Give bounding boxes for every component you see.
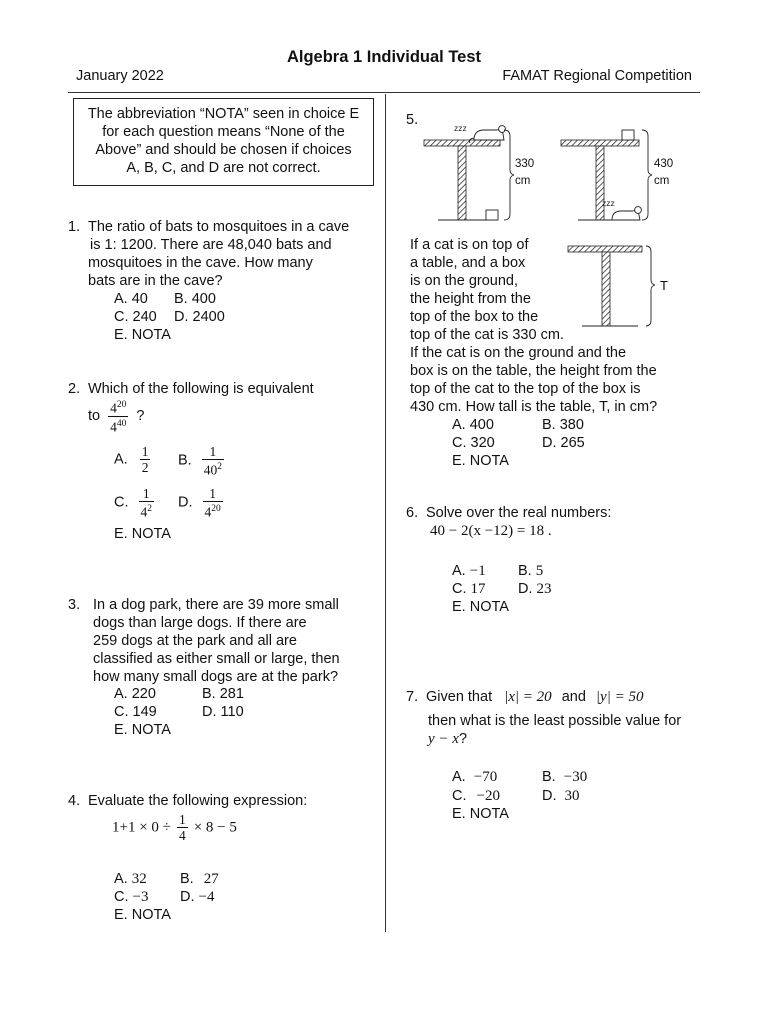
choice-a[interactable]: A. 220 [114, 686, 156, 702]
expression: y − x [428, 731, 459, 747]
choice-b[interactable] [518, 562, 543, 580]
choice-b[interactable]: B. 400 [174, 291, 216, 307]
choice-value: 5 [535, 563, 544, 579]
fraction-1-over-4 [177, 812, 188, 843]
text-line: The ratio of bats to mosquitoes in a cave [88, 219, 350, 235]
equation: 40 − 2(x −12) = 18 . [430, 523, 552, 539]
sleep-zzz-text: zzz [454, 123, 467, 133]
column-divider [385, 94, 386, 932]
text-line: box is on the table, the height from the [410, 363, 657, 379]
question-text: then what is the least possible value for [428, 713, 682, 729]
nota-line: for each question means “None of the [102, 124, 345, 140]
header-rule [68, 92, 700, 93]
question-number-5: 5. [406, 112, 419, 128]
choice-d[interactable] [180, 888, 215, 906]
choice-e[interactable]: E. NOTA [114, 526, 171, 542]
nota-line: A, B, C, and D are not correct. [126, 160, 321, 176]
competition-name: FAMAT Regional Competition [502, 68, 692, 84]
choice-label: B. [178, 452, 192, 469]
denominator: 2 [141, 460, 149, 475]
test-date: January 2022 [76, 68, 164, 84]
den-base: 40 [203, 462, 218, 478]
text-line: bats are in the cave? [88, 273, 223, 289]
choice-b[interactable] [180, 870, 219, 888]
text-line: If a cat is on top of [410, 237, 529, 253]
right-brace [642, 130, 652, 220]
question-text [93, 596, 340, 686]
text-line: If the cat is on the ground and the [410, 345, 627, 361]
text-line: 259 dogs at the park and all are [93, 633, 297, 649]
text-to: to [88, 407, 101, 424]
left-brace [504, 130, 514, 220]
question-text: Which of the following is equivalent [88, 381, 314, 397]
question-number: 1. [68, 219, 81, 235]
choice-value: −20 [476, 788, 500, 804]
choice-a[interactable]: A. 40 [114, 291, 148, 307]
den-base: 4 [204, 504, 212, 520]
choice-d[interactable]: D. 110 [202, 704, 244, 720]
choice-label: D. [178, 494, 193, 511]
choice-e[interactable]: E. NOTA [452, 599, 509, 615]
choice-label: C. [452, 581, 467, 597]
fraction-1-over-2 [140, 444, 151, 475]
text-given: Given that [426, 689, 493, 705]
choice-value: −3 [132, 889, 149, 905]
text-line: how many small dogs are at the park? [93, 669, 339, 685]
question-given [426, 688, 643, 706]
question-7 [406, 688, 706, 828]
test-title: Algebra 1 Individual Test [286, 48, 482, 66]
numerator: 1 [209, 444, 217, 459]
box-icon [486, 210, 498, 220]
choice-c[interactable]: C. 320 [452, 435, 495, 451]
text-line: top of the cat to the top of the box is [410, 381, 641, 397]
right-height-unit: cm [654, 175, 670, 187]
question-6 [406, 504, 706, 614]
choice-a[interactable] [452, 768, 497, 786]
nota-line: Above” and should be chosen if choices [95, 142, 352, 158]
text-line: the height from the [410, 291, 531, 307]
choice-e[interactable]: E. NOTA [452, 453, 509, 469]
box-icon [622, 130, 634, 140]
choice-value: 23 [536, 581, 552, 597]
text-line: 430 cm. How tall is the table, T, in cm? [410, 399, 658, 415]
cat-icon [470, 126, 506, 143]
left-height-value: 330 [515, 158, 535, 170]
choice-label: B. [180, 871, 194, 887]
choice-label: D. [542, 788, 557, 804]
den-exp: 2 [217, 462, 222, 472]
question-number: 6. [406, 505, 419, 521]
question-text [88, 218, 349, 290]
question-text: Solve over the real numbers: [426, 505, 612, 521]
num-base: 4 [110, 400, 117, 416]
question-1 [68, 218, 378, 348]
nota-instructions-box [73, 98, 374, 186]
choice-d[interactable] [178, 486, 223, 520]
text-line: mosquitoes in the cave. How many [88, 255, 313, 271]
choice-a[interactable]: A. 400 [452, 417, 494, 433]
text-line: classified as either small or large, then [93, 651, 340, 667]
choice-value: −70 [473, 769, 498, 785]
numerator: 1 [142, 486, 150, 501]
fraction-4-20-over-4-40 [108, 398, 128, 434]
question-2 [68, 380, 378, 550]
question-5-text [410, 236, 700, 476]
question-mark: ? [458, 731, 468, 747]
question-number: 4. [68, 793, 81, 809]
choice-label: C. [452, 788, 467, 804]
choice-label: C. [114, 889, 129, 905]
choice-a[interactable] [114, 444, 150, 475]
choice-c[interactable]: C. 240 [114, 309, 157, 325]
expression-right: × 8 − 5 [193, 819, 237, 836]
choice-value: 27 [203, 871, 219, 887]
question-mark: ? [136, 407, 145, 424]
question-expression [88, 398, 144, 434]
text-line: a table, and a box [410, 255, 526, 271]
choice-value: 32 [131, 871, 147, 887]
choice-a[interactable] [114, 870, 147, 888]
question-4 [68, 792, 378, 932]
text-line: dogs than large dogs. If there are [93, 615, 307, 631]
den-exp: 20 [211, 504, 221, 514]
choice-value: −1 [469, 563, 486, 579]
abs-x-equation: |x| = 20 [504, 689, 552, 705]
numerator: 1 [141, 444, 149, 459]
choice-label: B. [542, 769, 556, 785]
text-line: is on the ground, [410, 273, 519, 289]
question-number: 7. [406, 689, 419, 705]
choice-c[interactable] [452, 787, 500, 805]
choice-label: A. [114, 451, 128, 468]
cat-icon [612, 207, 641, 220]
choice-e[interactable]: E. NOTA [114, 907, 171, 923]
choice-b[interactable]: B. 380 [542, 417, 584, 433]
den-base: 4 [110, 419, 117, 434]
choice-d[interactable] [518, 580, 552, 598]
denominator: 4 [178, 828, 186, 843]
target-expression [428, 730, 467, 748]
question-text: Evaluate the following expression: [88, 793, 308, 809]
den-exp: 40 [116, 418, 127, 429]
text-line: top of the cat is 330 cm. [410, 327, 564, 343]
choice-label: A. [452, 769, 466, 785]
fraction-1-over-40-squared [202, 444, 224, 478]
choice-e[interactable]: E. NOTA [114, 327, 171, 343]
question-3 [68, 596, 378, 746]
expression [112, 812, 237, 843]
choice-d[interactable]: D. 2400 [174, 309, 225, 325]
num-exp: 20 [116, 400, 127, 410]
choice-label: A. [452, 563, 466, 579]
question-number: 3. [68, 597, 81, 613]
question-number: 2. [68, 381, 81, 397]
choice-d[interactable]: D. 265 [542, 435, 585, 451]
choice-e[interactable]: E. NOTA [452, 806, 509, 822]
choice-value: 30 [564, 788, 580, 804]
den-exp: 2 [147, 504, 153, 514]
abs-y-equation: |y| = 50 [595, 689, 644, 705]
choice-value: 17 [470, 581, 486, 597]
choice-label: D. [518, 581, 533, 597]
choice-label: B. [518, 563, 532, 579]
sleep-zzz-text: zzz [602, 198, 615, 208]
text-line: top of the box to the [410, 309, 539, 325]
table-height-label: T [660, 278, 668, 293]
choice-b[interactable] [178, 444, 224, 478]
choice-c[interactable]: C. 149 [114, 704, 157, 720]
choice-a[interactable] [452, 562, 486, 580]
fraction-1-over-4-to-20 [203, 486, 223, 520]
choice-e[interactable]: E. NOTA [114, 722, 171, 738]
choice-c[interactable] [452, 580, 486, 598]
choice-c[interactable] [114, 888, 149, 906]
choice-label: A. [114, 871, 128, 887]
numerator: 1 [178, 812, 186, 827]
left-table [424, 140, 500, 220]
right-table [561, 140, 640, 220]
choice-b[interactable]: B. 281 [202, 686, 244, 702]
choice-c[interactable] [114, 486, 154, 520]
right-height-value: 430 [654, 158, 674, 170]
choice-value: −4 [198, 889, 215, 905]
text-line: is 1: 1200. There are 48,040 bats and [90, 237, 332, 253]
numerator: 1 [209, 486, 217, 501]
nota-line: The abbreviation “NOTA” seen in choice E [87, 106, 360, 122]
choice-label: C. [114, 494, 129, 511]
den-base: 4 [140, 504, 148, 520]
choice-b[interactable] [542, 768, 587, 786]
choice-value: −30 [563, 769, 588, 785]
expression-left: 1+1 × 0 ÷ [112, 819, 171, 836]
text-and: and [561, 689, 586, 705]
choice-label: D. [180, 889, 195, 905]
text-line: In a dog park, there are 39 more small [93, 597, 339, 613]
left-height-unit: cm [515, 175, 531, 187]
fraction-1-over-4-squared [139, 486, 155, 520]
choice-d[interactable] [542, 787, 580, 805]
